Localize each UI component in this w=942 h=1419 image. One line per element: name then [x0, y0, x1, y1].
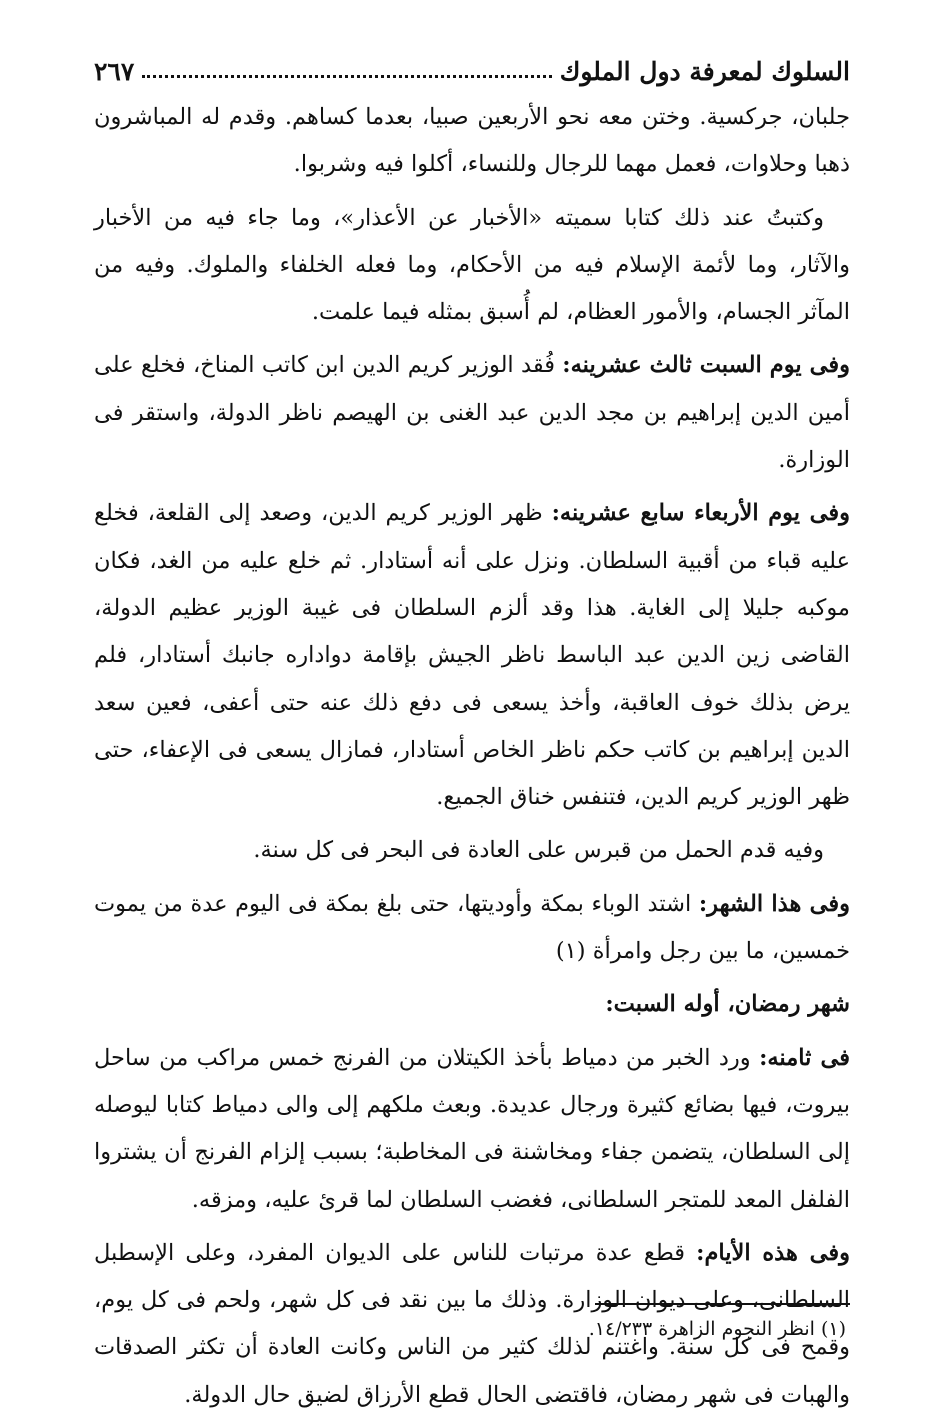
paragraph	[94, 881, 850, 976]
paragraph	[94, 827, 850, 874]
entry-date: وفى هذا الشهر:	[698, 890, 850, 917]
paragraph-text: جلبان، جركسية. وختن معه نحو الأربعين صبيا، بعدما كساهم. وقدم له المباشرون ذهبا وحلاوات، فعمل مهما للرجال وللنساء، أكلوا فيه وشربوا.	[94, 104, 850, 178]
paragraph	[94, 1035, 850, 1224]
leader-dots	[142, 59, 551, 78]
footnote: (١) انظر النجوم الزاهرة ١٤/٢٣٣.	[588, 1318, 846, 1340]
paragraph-text: اشتد الوباء بمكة وأوديتها، حتى بلغ بمكة فى اليوم عدة من يموت خمسين، ما بين رجل وامرأة (١)	[94, 890, 850, 965]
paragraph-text: ظهر الوزير كريم الدين، وصعد إلى القلعة، فخلع عليه قباء من أقبية السلطان. ونزل على أنه أستادار. ثم خلع عليه من الغد، فكان موكبه جليلا إلى الغاية. هذا وقد ألزم السلطان فى غيبة الوزير عظيم الدولة، القاضى زين الدين عبد الباسط ناظر الجيش بإقامة دواداره جانبك أستادار، فلم يرض بذلك خوف العاقبة، وأخذ يسعى فى دفع ذلك عنه حتى أعفى، فعين سعد الدين إبراهيم بن كاتب حكم ناظر الخاص أستادار، فمازال يسعى فى الإعفاء، حتى ظهر الوزير كريم الدين، فتنفس خناق الجميع.	[94, 500, 850, 811]
entry-date: فى ثامنه:	[759, 1044, 851, 1071]
paragraph-text: وكتبتُ عند ذلك كتابا سميته «الأخبار عن الأعذار»، وما جاء فيه من الأخبار والآثار، وما لأئمة الإسلام فيه من الأحكام، وما فعله الخلفاء والملوك. وفيه من المآثر الجسام، والأمور العظام، لم أُسبق بمثله فيما علمت.	[94, 204, 850, 326]
page-number: ٢٦٧	[94, 57, 135, 86]
entry-date: وفى هذه الأيام:	[696, 1239, 850, 1266]
paragraph	[94, 195, 850, 337]
paragraph	[94, 490, 850, 821]
paragraph-text: فُقد الوزير كريم الدين ابن كاتب المناخ، فخلع على أمين الدين إبراهيم بن مجد الدين عبد الغنى بن الهيصم ناظر الدولة، واستقر فى الوزارة.	[94, 352, 850, 474]
entry-date: وفى يوم السبت ثالث عشرينه:	[562, 352, 850, 379]
paragraph-text: قطع عدة مرتبات للناس على الديوان المفرد، وعلى الإسطبل السلطانى، وعلى ديوان الوزارة. وذلك ما بين نقد فى كل شهر، ولحم فى كل يوم، وقمح فى كل سنة. واغتنم لذلك كثير من الناس وكانت العادة أن تكثر الصدقات والهبات فى شهر رمضان، فاقتضى الحال قطع الأرزاق لضيق حال الدولة.	[94, 1239, 850, 1408]
book-title: السلوك لمعرفة دول الملوك	[559, 57, 850, 86]
month-heading: شهر رمضان، أوله السبت:	[605, 991, 850, 1018]
paragraph	[94, 342, 850, 484]
paragraph	[94, 94, 850, 189]
running-header	[94, 36, 850, 86]
main-text	[94, 94, 850, 1419]
paragraph-text: ورد الخبر من دمياط بأخذ الكيتلان من الفرنج خمس مراكب من ساحل بيروت، فيها بضائع كثيرة ورجال عديدة. وبعث ملكهم إلى والى دمياط كتابا ليوصله إلى السلطان، يتضمن جفاء ومخاشنة فى المخاطبة؛ بسبب إلزام الفرنج أن يشتروا الفلفل المعد للمتجر السلطانى، فغضب السلطان لما قرئ عليه، ومزقه.	[94, 1044, 850, 1213]
paragraph-text: وفيه قدم الحمل من قبرس على العادة فى البحر فى كل سنة.	[253, 837, 824, 864]
footnote-divider	[595, 1303, 850, 1305]
entry-date: وفى يوم الأربعاء سابع عشرينه:	[551, 500, 850, 527]
